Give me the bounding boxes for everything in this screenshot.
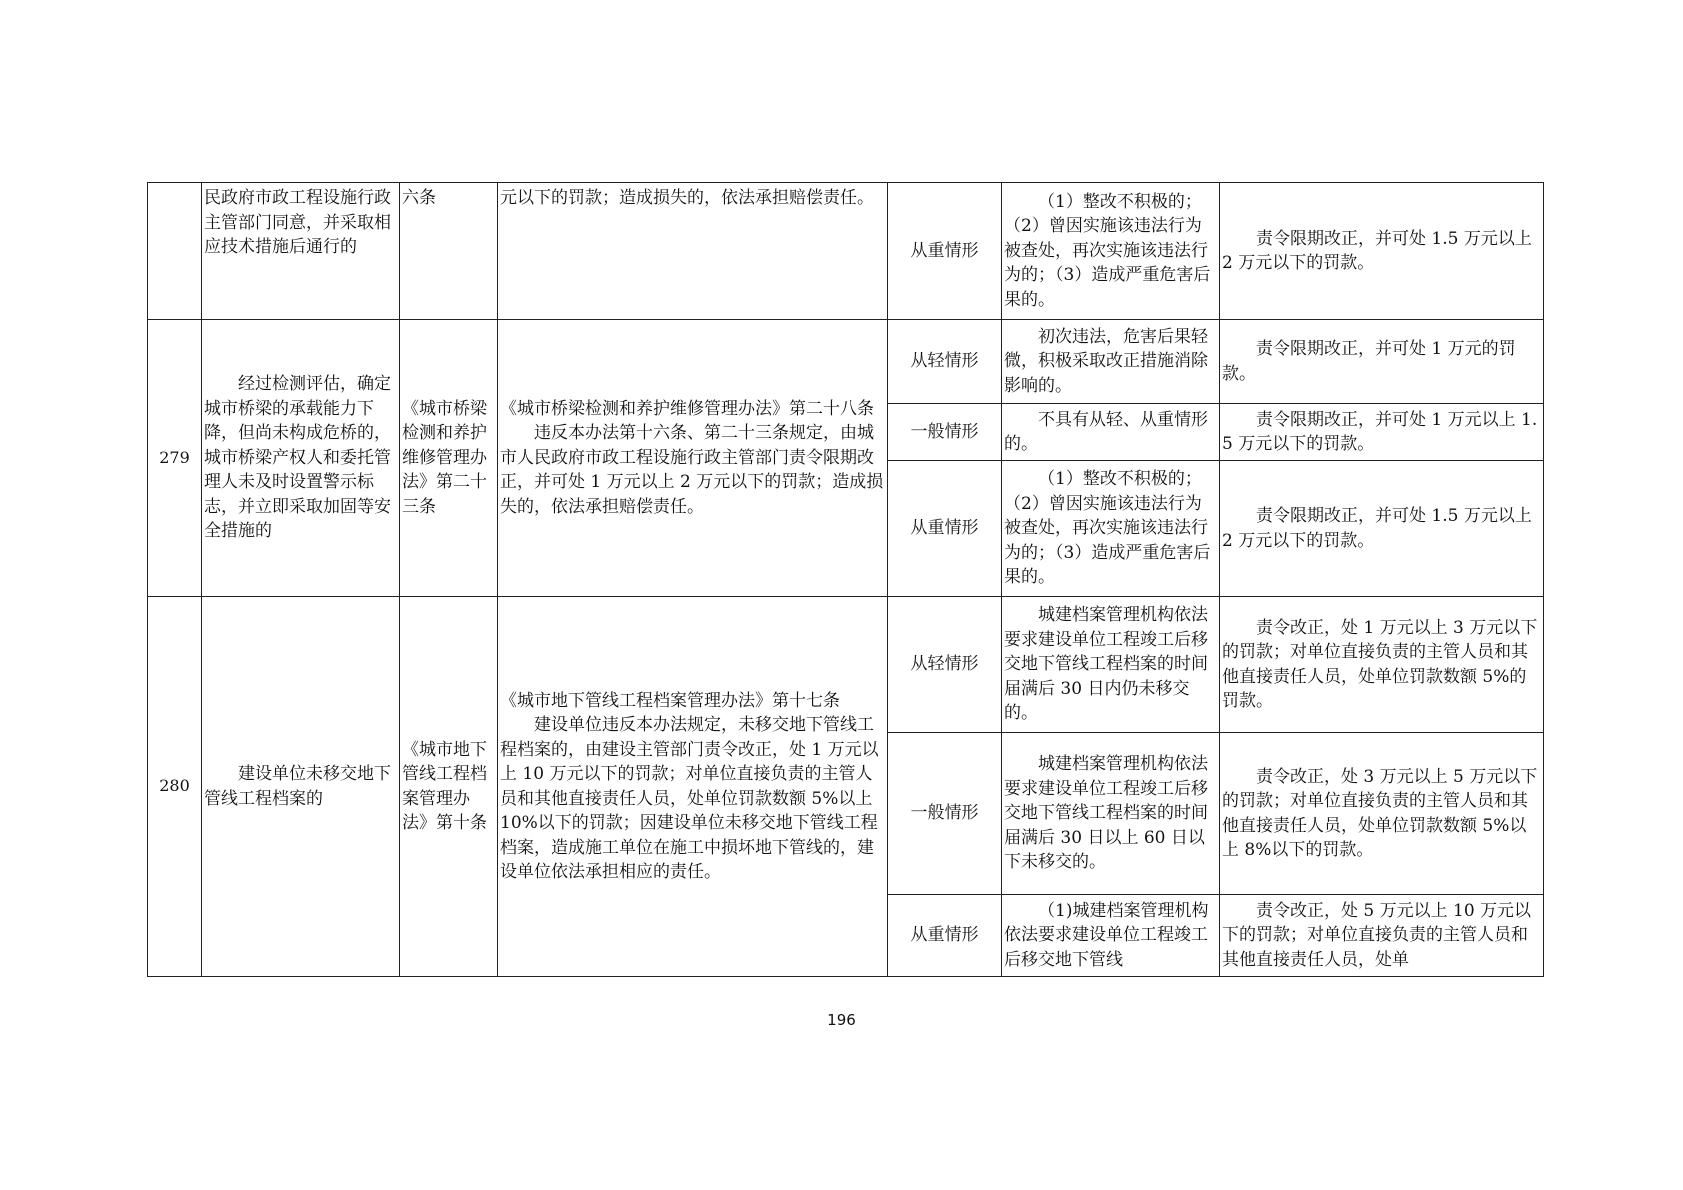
- circumstance-text: （1)城建档案管理机构依法要求建设单位工程竣工后移交地下管线: [1004, 900, 1209, 970]
- penalty-standard-cell: [1220, 733, 1544, 895]
- penalty-standard-cell: [1220, 597, 1544, 733]
- discretion-level-cell: 从轻情形: [888, 597, 1002, 733]
- penalty-standard-cell: [1220, 320, 1544, 404]
- discretion-level-cell: 从重情形: [888, 183, 1002, 320]
- circumstance-text: 城建档案管理机构依法要求建设单位工程竣工后移交地下管线工程档案的时间届满后 30 日内仍未移交的。: [1004, 605, 1208, 724]
- legal-basis-cell: 《城市桥梁检测和养护维修管理办法》第二十三条: [400, 320, 498, 597]
- circumstance-cell: [1002, 183, 1220, 320]
- circumstance-text: 初次违法，危害后果轻微，积极采取改正措施消除影响的。: [1004, 326, 1208, 396]
- penalty-standard-text: 责令限期改正，并可处 1 万元的罚款。: [1222, 339, 1516, 384]
- discretion-level-cell: 从轻情形: [888, 320, 1002, 404]
- penalty-standard-text: 责令限期改正，并可处 1 万元以上 1.5 万元以下的罚款。: [1222, 409, 1538, 454]
- penalty-standard-text: 责令改正，处 1 万元以上 3 万元以下的罚款；对单位直接负责的主管人员和其他直接责任人员，处单位罚款数额 5%的罚款。: [1222, 617, 1538, 711]
- violation-cell: 民政府市政工程设施行政主管部门同意，并采取相应技术措施后通行的: [202, 183, 400, 320]
- circumstance-text: （1）整改不积极的；（2）曾因实施该违法行为被查处，再次实施该违法行为的；（3）造成严重危害后果的。: [1004, 469, 1211, 588]
- circumstance-text: 不具有从轻、从重情形的。: [1004, 409, 1208, 454]
- circumstance-text: （1）整改不积极的；（2）曾因实施该违法行为被查处，再次实施该违法行为的；（3）造成严重危害后果的。: [1004, 191, 1211, 310]
- circumstance-cell: [1002, 461, 1220, 597]
- discretion-level-cell: 从重情形: [888, 895, 1002, 977]
- discretion-level-cell: 从重情形: [888, 461, 1002, 597]
- circumstance-cell: [1002, 404, 1220, 461]
- penalty-standards-table: [147, 182, 1544, 977]
- circumstance-cell: [1002, 895, 1220, 977]
- discretion-level-cell: 一般情形: [888, 733, 1002, 895]
- penalty-clause-cell: [498, 597, 888, 977]
- table-row-280: [148, 597, 1544, 733]
- item-number-cell: 279: [148, 320, 202, 597]
- violation-text: 经过检测评估，确定城市桥梁的承载能力下降，但尚未构成危桥的，城市桥梁产权人和委托管理人未及时设置警示标志，并立即采取加固等安全措施的: [204, 374, 391, 542]
- legal-basis-cell: 《城市地下管线工程档案管理办法》第十条: [400, 597, 498, 977]
- penalty-standard-cell: [1220, 895, 1544, 977]
- circumstance-cell: [1002, 597, 1220, 733]
- circumstance-cell: [1002, 320, 1220, 404]
- penalty-standard-cell: [1220, 461, 1544, 597]
- penalty-standard-cell: [1220, 404, 1544, 461]
- clause-title: 《城市地下管线工程档案管理办法》第十七条: [500, 690, 840, 711]
- circumstance-cell: [1002, 733, 1220, 895]
- clause-title: 《城市桥梁检测和养护维修管理办法》第二十八条: [500, 398, 874, 419]
- circumstance-text: 城建档案管理机构依法要求建设单位工程竣工后移交地下管线工程档案的时间届满后 30 日以上 60 日以下未移交的。: [1004, 754, 1208, 873]
- item-number-cell: [148, 183, 202, 320]
- penalty-standard-text: 责令限期改正，并可处 1.5 万元以上 2 万元以下的罚款。: [1222, 228, 1532, 273]
- page-number: 196: [827, 1011, 856, 1029]
- penalty-standard-text: 责令改正，处 5 万元以上 10 万元以下的罚款；对单位直接负责的主管人员和其他直接责任人员，处单: [1222, 900, 1532, 970]
- clause-body: 违反本办法第十六条、第二十三条规定，由城市人民政府市政工程设施行政主管部门责令限期改正，并可处 1 万元以上 2 万元以下的罚款；造成损失的，依法承担赔偿责任。: [500, 423, 884, 517]
- item-number-cell: 280: [148, 597, 202, 977]
- discretion-level-cell: 一般情形: [888, 404, 1002, 461]
- table-row-continued: [148, 183, 1544, 320]
- violation-cell: [202, 597, 400, 977]
- penalty-clause-cell: [498, 320, 888, 597]
- table-row-279: [148, 320, 1544, 404]
- violation-cell: [202, 320, 400, 597]
- penalty-standard-cell: [1220, 183, 1544, 320]
- penalty-clause-cell: 元以下的罚款；造成损失的，依法承担赔偿责任。: [498, 183, 888, 320]
- clause-body: 建设单位违反本办法规定，未移交地下管线工程档案的，由建设主管部门责令改正，处 1 万元以上 10 万元以下的罚款；对单位直接负责的主管人员和其他直接责任人员，处单位罚款数额 5%以上 10%以下的罚款；因建设单位未移交地下管线工程档案，造成施工单位在施工中损坏地下管线的，建设单位依法承担相应的责任。: [500, 715, 879, 882]
- penalty-standard-text: 责令限期改正，并可处 1.5 万元以上 2 万元以下的罚款。: [1222, 506, 1532, 551]
- violation-text: 建设单位未移交地下管线工程档案的: [204, 764, 391, 809]
- legal-basis-cell: 六条: [400, 183, 498, 320]
- penalty-standard-text: 责令改正，处 3 万元以上 5 万元以下的罚款；对单位直接负责的主管人员和其他直接责任人员，处单位罚款数额 5%以上 8%以下的罚款。: [1222, 766, 1538, 860]
